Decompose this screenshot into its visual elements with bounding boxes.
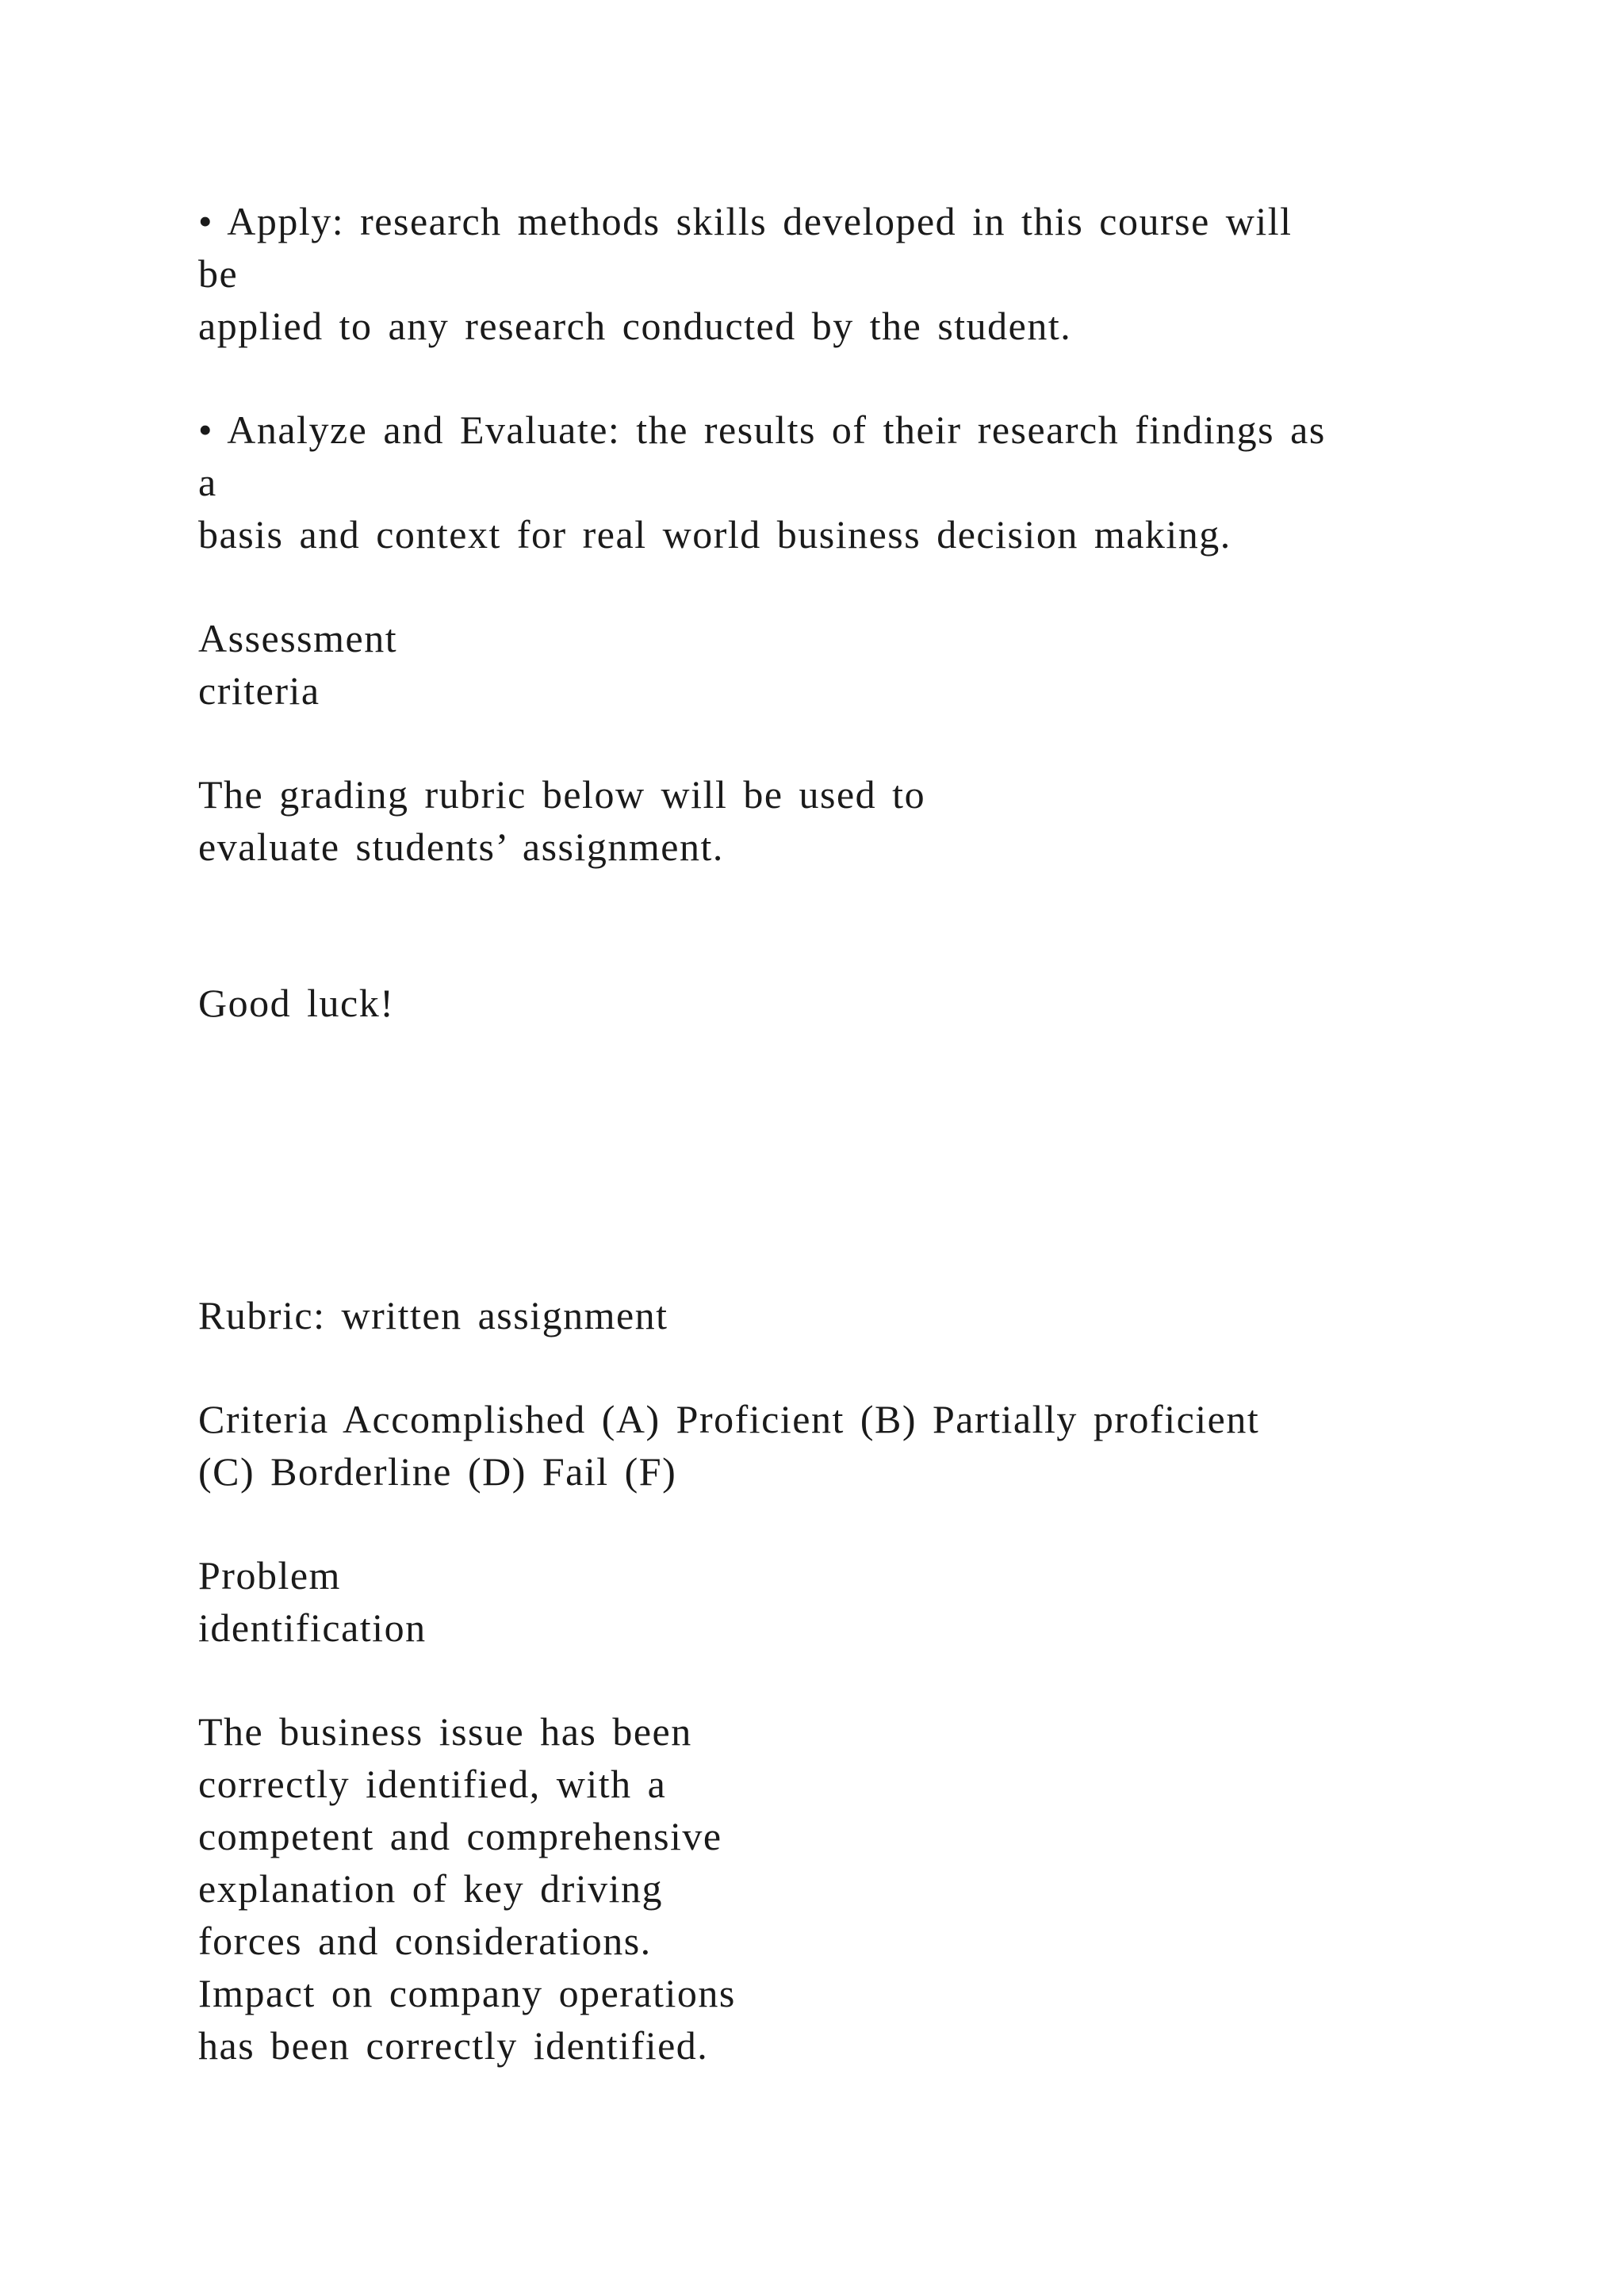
problem-desc-line-2: correctly identified, with a — [198, 1762, 667, 1806]
bullet-apply-line-3: applied to any research conducted by the student. — [198, 304, 1072, 348]
bullet-analyze-line-1: • Analyze and Evaluate: the results of their research findings as — [198, 408, 1326, 452]
problem-desc-line-1: The business issue has been — [198, 1709, 692, 1754]
rubric-intro-line-1: The grading rubric below will be used to — [198, 772, 926, 817]
problem-heading-line-2: identification — [198, 1605, 427, 1650]
problem-desc-line-7: has been correctly identified. — [198, 2023, 709, 2068]
assessment-heading-line-1: Assessment — [198, 616, 398, 660]
problem-heading-line-1: Problem — [198, 1553, 341, 1598]
good-luck-line: Good luck! — [198, 981, 395, 1025]
assessment-heading-line-2: criteria — [198, 668, 320, 713]
criteria-header-line-2: (C) Borderline (D) Fail (F) — [198, 1449, 677, 1494]
bullet-analyze-line-3: basis and context for real world business decision making. — [198, 512, 1231, 557]
criteria-header-line-1: Criteria Accomplished (A) Proficient (B) Partially proficient — [198, 1397, 1260, 1441]
bullet-analyze-line-2: a — [198, 460, 217, 504]
bullet-apply-line-2: be — [198, 251, 239, 296]
problem-desc-line-3: competent and comprehensive — [198, 1814, 722, 1858]
rubric-title-line: Rubric: written assignment — [198, 1293, 668, 1337]
problem-desc-line-5: forces and considerations. — [198, 1919, 652, 1963]
problem-desc-line-4: explanation of key driving — [198, 1866, 664, 1911]
problem-desc-line-6: Impact on company operations — [198, 1971, 736, 2015]
rubric-intro-line-2: evaluate students’ assignment. — [198, 825, 724, 869]
bullet-apply-line-1: • Apply: research methods skills developed in this course will — [198, 199, 1293, 243]
